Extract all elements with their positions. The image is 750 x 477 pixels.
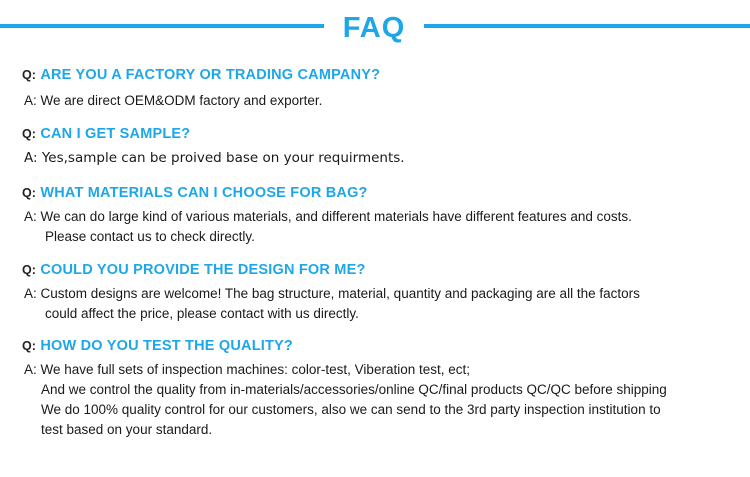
question-text: ARE YOU A FACTORY OR TRADING CAMPANY? bbox=[40, 67, 381, 83]
question-text: HOW DO YOU TEST THE QUALITY? bbox=[40, 338, 293, 354]
question-line bbox=[22, 337, 293, 355]
faq-header bbox=[0, 0, 750, 60]
answer-prefix: A: bbox=[24, 362, 37, 377]
answer-continuation: could affect the price, please contact with us directly. bbox=[45, 306, 359, 321]
answer-text: We have full sets of inspection machines: color-test, Viberation test, ect; bbox=[40, 362, 470, 377]
question-line bbox=[22, 261, 366, 279]
question-line bbox=[22, 125, 190, 143]
question-line bbox=[22, 66, 380, 84]
question-text: CAN I GET SAMPLE? bbox=[40, 126, 191, 142]
answer-continuation: Please contact us to check directly. bbox=[45, 229, 255, 244]
answer-text: We can do large kind of various materials, and different materials have different features and costs. bbox=[40, 209, 632, 224]
answer-prefix: A: bbox=[24, 93, 37, 108]
answer-line bbox=[24, 209, 632, 224]
question-text: COULD YOU PROVIDE THE DESIGN FOR ME? bbox=[40, 262, 366, 278]
answer-continuation: test based on your standard. bbox=[41, 422, 213, 437]
question-text: WHAT MATERIALS CAN I CHOOSE FOR BAG? bbox=[40, 185, 368, 201]
answer-prefix: A: bbox=[24, 150, 38, 166]
header-divider-left bbox=[0, 24, 324, 28]
question-prefix: Q: bbox=[22, 127, 36, 141]
answer-text: Yes,sample can be proived base on your requirments. bbox=[41, 150, 405, 166]
question-prefix: Q: bbox=[22, 339, 36, 353]
answer-continuation: And we control the quality from in-materials/accessories/online QC/final products QC/QC before shipping bbox=[41, 382, 667, 397]
answer-line bbox=[24, 286, 640, 301]
answer-text: We are direct OEM&ODM factory and exporter. bbox=[40, 93, 323, 108]
answer-text: Custom designs are welcome! The bag structure, material, quantity and packaging are all the factors bbox=[40, 286, 640, 301]
answer-line bbox=[24, 362, 470, 377]
page-title: FAQ bbox=[342, 12, 406, 44]
question-prefix: Q: bbox=[22, 263, 36, 277]
answer-prefix: A: bbox=[24, 209, 37, 224]
answer-prefix: A: bbox=[24, 286, 37, 301]
question-prefix: Q: bbox=[22, 68, 36, 82]
question-line bbox=[22, 184, 368, 202]
answer-line bbox=[24, 93, 322, 108]
answer-line bbox=[24, 150, 405, 166]
header-divider-right bbox=[424, 24, 750, 28]
answer-continuation: We do 100% quality control for our customers, also we can send to the 3rd party inspection institution to bbox=[41, 402, 661, 417]
question-prefix: Q: bbox=[22, 186, 36, 200]
